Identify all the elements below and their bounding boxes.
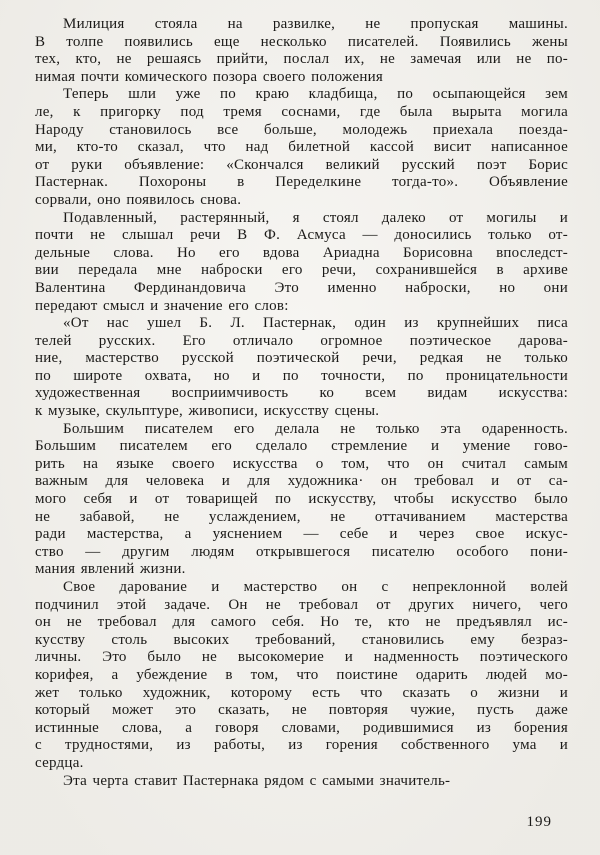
text-line: ние, мастерство русской поэтической речи, редкая не только (35, 350, 568, 367)
text-line: истинные слова, а говоря словами, родившимися из борения (35, 719, 568, 736)
text-line: Большим писателем его делала не только эта одаренность. (63, 420, 568, 437)
text-line: Свое дарование и мастерство он с непреклонной волей (63, 579, 568, 595)
text-line: Подавленный, растерянный, я стоял далеко от могилы и (63, 209, 568, 226)
paragraph (35, 773, 568, 791)
page-number: 199 (526, 814, 552, 830)
paragraph (35, 579, 568, 773)
text-line: почти не слышал речи В Ф. Асмуса — доносились только от- (35, 227, 568, 244)
text-line: от руки объявление: «Скончался великий русский поэт Борис (35, 156, 568, 173)
paragraph (35, 315, 568, 421)
text-line: Народу становилось все больше, молодежь приехала поезда- (35, 121, 568, 138)
text-line: жет только художник, которому есть что сказать о жизни и (35, 684, 568, 701)
text-line: корифея, а убеждение в том, что поистине одарить людей мо- (35, 666, 568, 683)
text-line: с трудностями, из работы, из горения собственного ума и (35, 737, 568, 754)
text-line: личны. Это было не высокомерие и надменность поэтического (35, 649, 568, 666)
text-line: мания явлений жизни. (35, 561, 186, 578)
text-line: нимая почти комического позора своего положения (35, 68, 384, 85)
paragraph (35, 86, 568, 209)
text-line: ми, кто-то сказал, что над билетной кассой висит написанное (35, 139, 568, 156)
text-line: Большим писателем его сделало стремление и умение гово- (35, 438, 568, 455)
text-line: передают смысл и значение его слов: (35, 297, 289, 314)
paragraph (35, 421, 568, 579)
text-line: сорвали, оно появилось снова. (35, 191, 242, 208)
text-line: вии передала мне наброски его речи, сохранившейся в архиве (35, 262, 568, 279)
text-line: Пастернак. Похороны в Переделкине тогда-то». Объявление (35, 174, 568, 191)
text-line: который может это сказать, не повторяя чужие, пусть даже (35, 702, 568, 719)
text-line: «От нас ушел Б. Л. Пастернак, один из крупнейших писа (63, 315, 568, 332)
text-line: кусству столь высоких требований, становились ему безраз- (35, 631, 568, 648)
text-line: мого себя и от товарищей по искусству, чтобы искусство было (35, 491, 568, 508)
text-line: Эта черта ставит Пастернака рядом с самыми значитель- (63, 772, 451, 789)
text-line: ство — другим людям открывшегося писателю особого пони- (35, 543, 568, 560)
text-line: телей русских. Его отличало огромное поэтическое дарова- (35, 332, 568, 349)
text-line: важным для человека и для художника· он требовал и от са- (35, 473, 568, 490)
text-line: сердца. (35, 754, 84, 771)
text-line: ле, к пригорку под тремя соснами, где была вырыта могила (35, 103, 568, 120)
paragraph (35, 16, 568, 86)
text-line: не забавой, не услаждением, не оттачиванием мастерства (35, 508, 568, 525)
text-line: подчинил этой задаче. Он не требовал от других ничего, чего (35, 596, 568, 613)
text-line: рить на языке своего искусства о том, что он считал самым (35, 455, 568, 472)
text-line: В толпе появились еще несколько писателей. Появились жены (35, 33, 568, 50)
text-line: по широте охвата, но и по точности, по проницательности (35, 367, 568, 384)
text-line: художественная восприимчивость ко всем видам искусства: (35, 385, 568, 402)
text-line: Милиция стояла на развилке, не пропуская машины. (63, 16, 568, 32)
text-line: тех, кто, не решаясь прийти, послал их, не замечая или не по- (35, 51, 568, 68)
text-line: к музыке, скульптуре, живописи, искусству сцены. (35, 403, 380, 420)
text-block (35, 16, 568, 790)
text-line: он не требовал для самого себя. Но те, кто не предъявлял ис- (35, 614, 568, 631)
paragraph (35, 210, 568, 316)
text-line: Теперь шли уже по краю кладбища, по осыпающейся зем (63, 86, 568, 103)
text-line: дельные слова. Но его вдова Ариадна Борисовна впоследст- (35, 244, 568, 261)
text-line: Валентина Фердинандовича Это именно наброски, но они (35, 279, 568, 296)
text-line: ради мастерства, а уяснением — себе и через свое искус- (35, 526, 568, 543)
